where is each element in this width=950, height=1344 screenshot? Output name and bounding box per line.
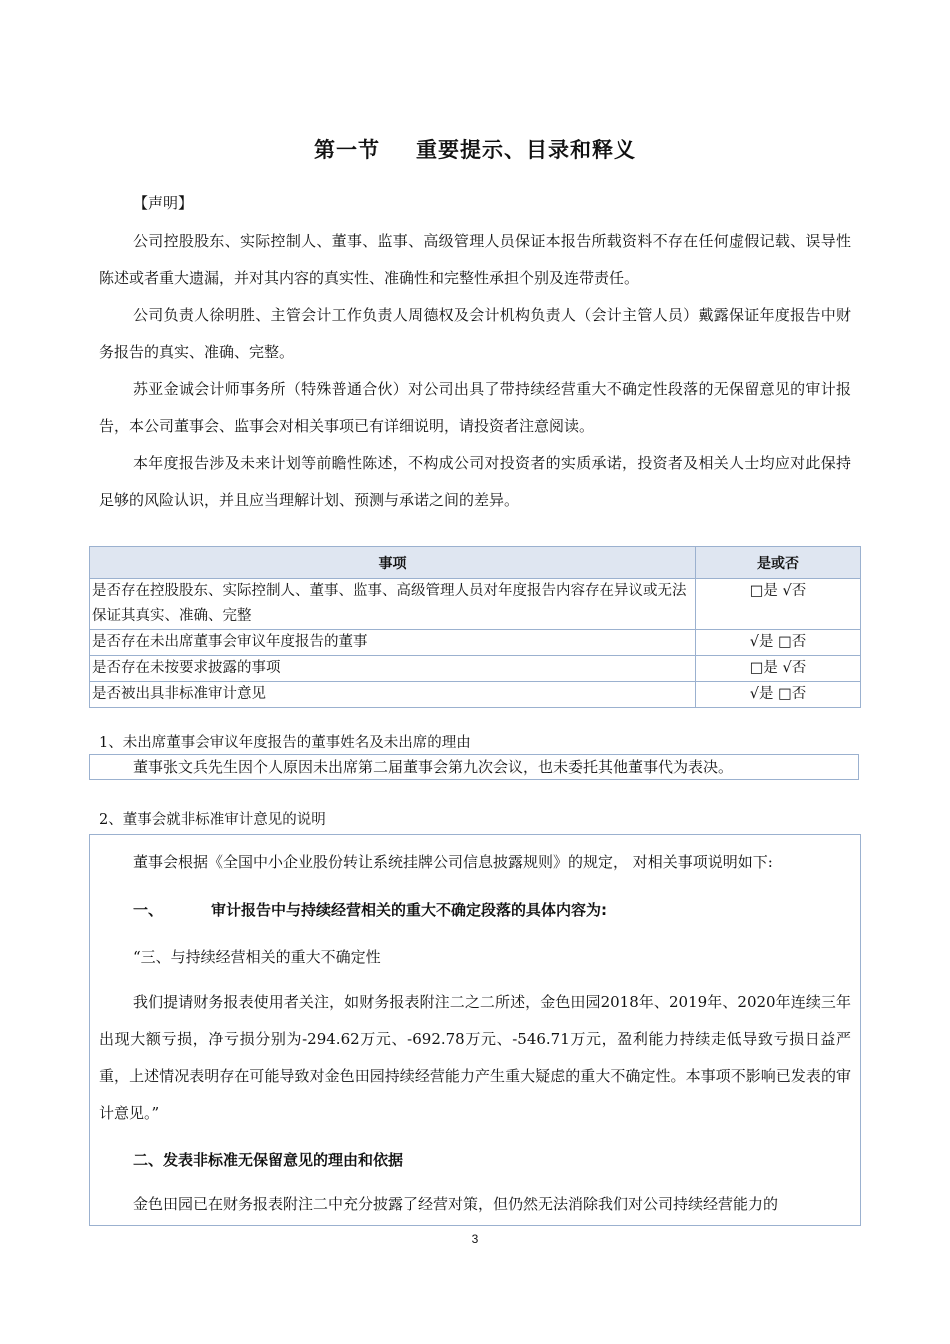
section2-quote-body: 我们提请财务报表使用者关注，如财务报表附注二之二所述，金色田园2018年、2019年、2020年连续三年出现大额亏损，净亏损分别为-294.62万元、-692.78万元、-546.71万元，盈利能力持续走低导致亏损日益严重，上述情况表明存在可能导致对金色田园持续经营能力产生重大疑虑的重大不确定性。本事项不影响已发表的审计意见。” [99, 993, 851, 1122]
section2-heading1 [133, 899, 861, 920]
section1-label: 1、未出席董事会审议年度报告的董事姓名及未出席的理由 [99, 735, 471, 751]
section2-content-box [89, 834, 861, 1226]
statement-label: 【声明】 [133, 194, 194, 212]
paragraph-forward-looking: 本年度报告涉及未来计划等前瞻性陈述，不构成公司对投资者的实质承诺，投资者及相关人士均应对此保持足够的风险认识，并且应当理解计划、预测与承诺之间的差异。 [99, 454, 851, 509]
table-cell-answer: √是 □否 [696, 682, 861, 708]
section1-content: 董事张文兵先生因个人原因未出席第二届董事会第九次会议，也未委托其他董事代为表决。 [133, 758, 734, 776]
section2-quote-title: “三、与持续经营相关的重大不确定性 [133, 948, 381, 966]
section1-content-box [89, 754, 859, 780]
page-title-section: 第一节 [314, 138, 380, 162]
table-header-row [90, 547, 861, 579]
paragraph-responsible-persons: 公司负责人徐明胜、主管会计工作负责人周德权及会计机构负责人（会计主管人员）戴露保证年度报告中财务报告的真实、准确、完整。 [99, 306, 851, 361]
paragraph-guarantee: 公司控股股东、实际控制人、董事、监事、高级管理人员保证本报告所载资料不存在任何虚假记载、误导性陈述或者重大遗漏，并对其内容的真实性、准确性和完整性承担个别及连带责任。 [99, 232, 851, 287]
section2-para2: 金色田园已在财务报表附注二中充分披露了经营对策，但仍然无法消除我们对公司持续经营能力的 [133, 1195, 779, 1213]
section2-label: 2、董事会就非标准审计意见的说明 [99, 812, 326, 828]
table-cell-answer: □是 √否 [696, 579, 861, 630]
page-number: 3 [471, 1232, 479, 1246]
matters-table [89, 546, 861, 708]
table-row [90, 630, 861, 656]
table-row [90, 682, 861, 708]
section2-heading1-number: 一、 [133, 901, 164, 919]
table-cell-item: 是否存在控股股东、实际控制人、董事、监事、高级管理人员对年度报告内容存在异议或无法保证其真实、准确、完整 [90, 579, 696, 630]
table-cell-item: 是否存在未按要求披露的事项 [90, 656, 696, 682]
section2-intro: 董事会根据《全国中小企业股份转让系统挂牌公司信息披露规则》的规定， 对相关事项说明如下: [133, 853, 773, 871]
table-header-answer: 是或否 [696, 547, 861, 579]
paragraph-auditor: 苏亚金诚会计师事务所（特殊普通合伙）对公司出具了带持续经营重大不确定性段落的无保留意见的审计报告，本公司董事会、监事会对相关事项已有详细说明，请投资者注意阅读。 [99, 380, 851, 435]
section2-heading1-text: 审计报告中与持续经营相关的重大不确定段落的具体内容为: [211, 901, 608, 919]
table-cell-item: 是否被出具非标准审计意见 [90, 682, 696, 708]
table-cell-item: 是否存在未出席董事会审议年度报告的董事 [90, 630, 696, 656]
table-cell-answer: □是 √否 [696, 656, 861, 682]
table-row [90, 656, 861, 682]
table-row [90, 579, 861, 630]
table-header-item: 事项 [90, 547, 696, 579]
page-title-text: 重要提示、目录和释义 [416, 138, 636, 162]
section2-heading2: 二、发表非标准无保留意见的理由和依据 [133, 1151, 404, 1169]
table-cell-answer: √是 □否 [696, 630, 861, 656]
page-title [0, 134, 950, 164]
